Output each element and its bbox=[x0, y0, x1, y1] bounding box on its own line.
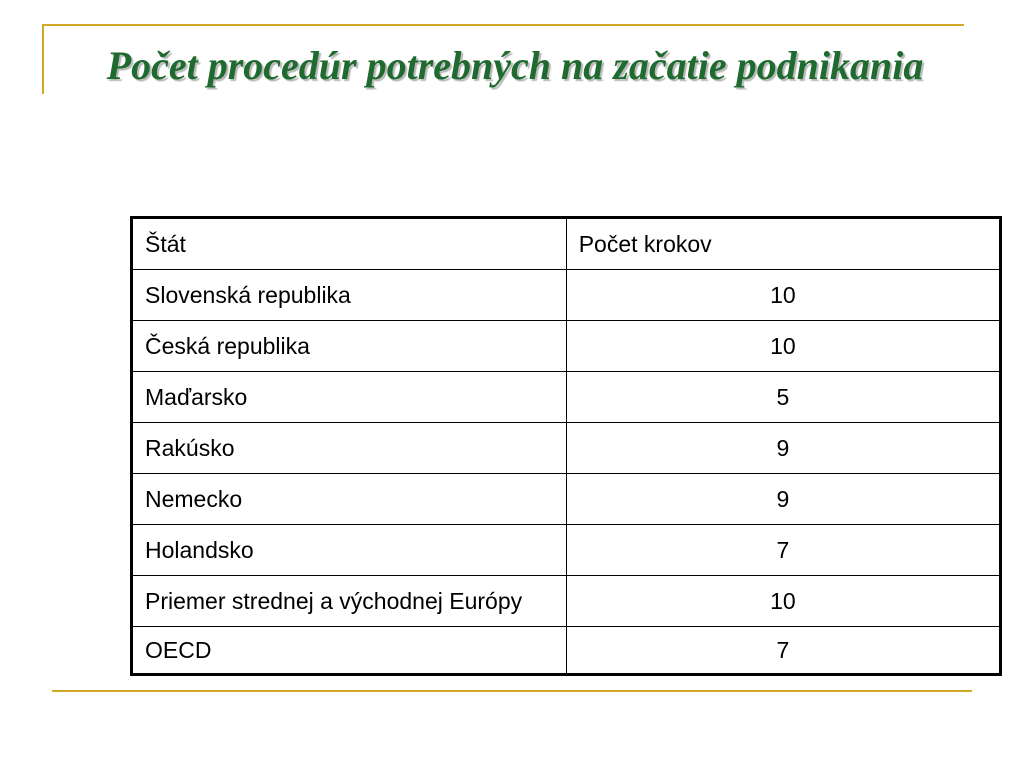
cell-steps: 7 bbox=[566, 627, 1000, 675]
bottom-divider-line bbox=[52, 690, 972, 692]
cell-country: OECD bbox=[132, 627, 567, 675]
left-divider-line bbox=[42, 24, 44, 94]
cell-steps: 10 bbox=[566, 321, 1000, 372]
cell-country: Maďarsko bbox=[132, 372, 567, 423]
cell-steps: 9 bbox=[566, 474, 1000, 525]
data-table bbox=[130, 216, 1002, 676]
top-divider-line bbox=[42, 24, 964, 26]
cell-steps: 10 bbox=[566, 270, 1000, 321]
cell-steps: 9 bbox=[566, 423, 1000, 474]
table-row bbox=[132, 576, 1001, 627]
table-row bbox=[132, 525, 1001, 576]
table-row bbox=[132, 627, 1001, 675]
cell-country: Nemecko bbox=[132, 474, 567, 525]
cell-steps: 5 bbox=[566, 372, 1000, 423]
slide-title: Počet procedúr potrebných na začatie podnikania bbox=[106, 43, 924, 88]
cell-country: Rakúsko bbox=[132, 423, 567, 474]
table-row bbox=[132, 474, 1001, 525]
table-row bbox=[132, 270, 1001, 321]
cell-country: Slovenská republika bbox=[132, 270, 567, 321]
header-cell-steps: Počet krokov bbox=[566, 218, 1000, 270]
table-row bbox=[132, 321, 1001, 372]
header-cell-country: Štát bbox=[132, 218, 567, 270]
table-row bbox=[132, 372, 1001, 423]
table-header-row bbox=[132, 218, 1001, 270]
table-row bbox=[132, 423, 1001, 474]
cell-country: Priemer strednej a východnej Európy bbox=[132, 576, 567, 627]
cell-country: Česká republika bbox=[132, 321, 567, 372]
cell-country: Holandsko bbox=[132, 525, 567, 576]
cell-steps: 7 bbox=[566, 525, 1000, 576]
cell-steps: 10 bbox=[566, 576, 1000, 627]
